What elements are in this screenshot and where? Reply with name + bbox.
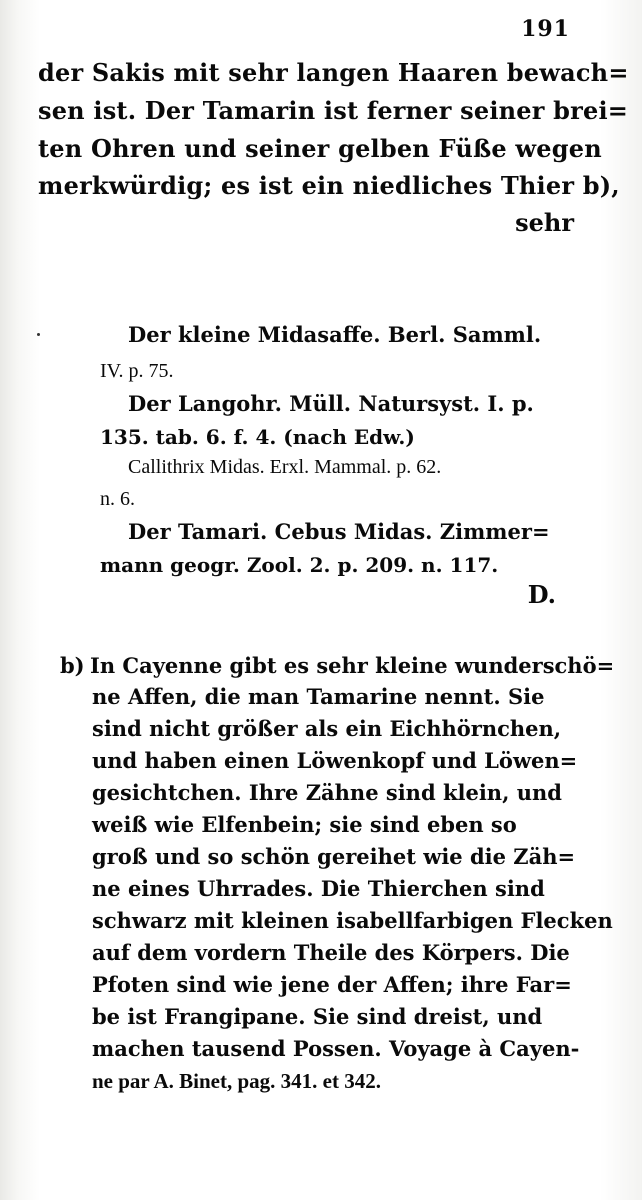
footnote-line: ne par A. Binet, pag. 341. et 342. xyxy=(92,1069,381,1093)
footnote-line: IV. p. 75. xyxy=(100,360,174,382)
footnote-line: machen tausend Possen. Voyage à Cayen- xyxy=(92,1036,580,1061)
footnote-author-initial: D. xyxy=(527,580,556,609)
page-number: 191 xyxy=(521,16,570,42)
footnote-line: Der Tamari. Cebus Midas. Zimmer= xyxy=(128,519,550,544)
main-text-line: merkwürdig; es ist ein niedliches Thier b), xyxy=(38,171,620,200)
main-text-line: sen ist. Der Tamarin ist ferner seiner brei= xyxy=(38,96,629,125)
footnote-line: Der kleine Midasaffe. Berl. Samml. xyxy=(128,322,542,347)
footnote-line: mann geogr. Zool. 2. p. 209. n. 117. xyxy=(100,553,499,577)
main-text-line: der Sakis mit sehr langen Haaren bewach= xyxy=(38,58,629,87)
footnote-line: groß und so schön gereihet wie die Zäh= xyxy=(92,844,576,869)
catchword: sehr xyxy=(515,208,574,237)
footnote-line: auf dem vordern Theile des Körpers. Die xyxy=(92,940,570,965)
footnote-line: ne Affen, die man Tamarine nennt. Sie xyxy=(92,684,545,709)
footnote-line: gesichtchen. Ihre Zähne sind klein, und xyxy=(92,780,562,805)
footnote-line: 135. tab. 6. f. 4. (nach Edw.) xyxy=(100,425,415,449)
footnote-line: sind nicht größer als ein Eichhörnchen, xyxy=(92,716,562,741)
footnote-line: n. 6. xyxy=(100,488,135,510)
print-speck xyxy=(37,333,40,336)
footnote-line: Callithrix Midas. Erxl. Mammal. p. 62. xyxy=(128,456,442,478)
footnote-line: ne eines Uhrrades. Die Thierchen sind xyxy=(92,876,545,901)
footnote-line: Pfoten sind wie jene der Affen; ihre Far= xyxy=(92,972,572,997)
footnote-line: weiß wie Elfenbein; sie sind eben so xyxy=(92,812,517,837)
main-text-line: ten Ohren und seiner gelben Füße wegen xyxy=(38,134,602,163)
footnote-line: schwarz mit kleinen isabellfarbigen Flecken xyxy=(92,908,613,933)
footnote-marker: b) xyxy=(60,653,85,678)
footnote-line: In Cayenne gibt es sehr kleine wunderschö= xyxy=(90,653,615,678)
footnote-line: be ist Frangipane. Sie sind dreist, und xyxy=(92,1004,543,1029)
footnote-line: und haben einen Löwenkopf und Löwen= xyxy=(92,748,578,773)
footnote-line: Der Langohr. Müll. Natursyst. I. p. xyxy=(128,391,534,416)
